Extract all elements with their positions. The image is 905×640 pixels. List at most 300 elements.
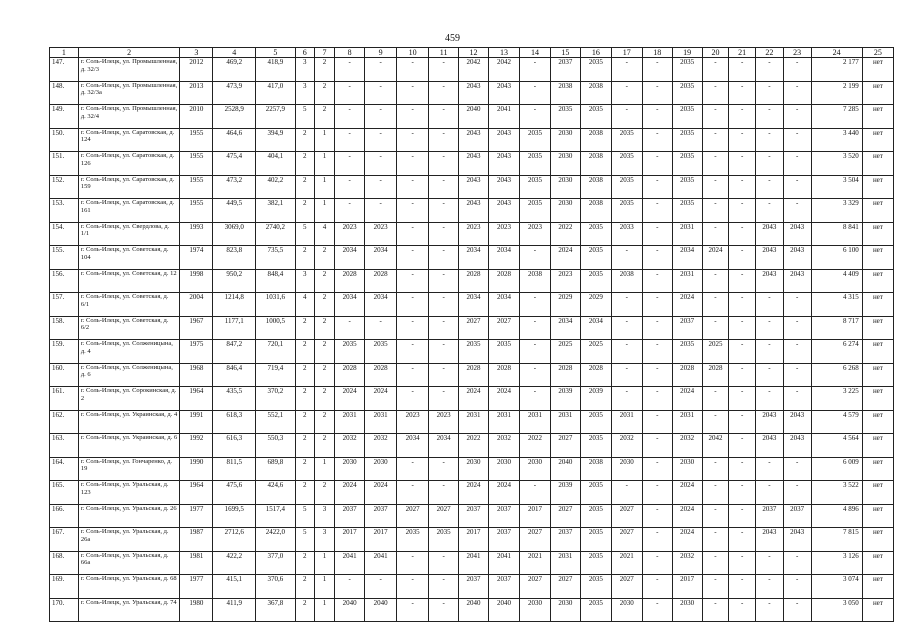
cell-col-19: 2031	[672, 410, 702, 434]
cell-col-21: -	[729, 128, 756, 152]
column-header-17: 17	[611, 48, 642, 58]
cell-col-20: 2042	[702, 434, 729, 458]
cell-col-22: -	[756, 551, 784, 575]
cell-col-16: 2035	[580, 434, 611, 458]
cell-col-12: 2043	[459, 175, 489, 199]
cell-col-15: 2035	[550, 105, 580, 129]
row-number: 170.	[50, 598, 79, 622]
cell-col-6: 2	[295, 316, 314, 340]
cell-col-21: -	[729, 152, 756, 176]
column-header-14: 14	[519, 48, 550, 58]
cell-col-4: 411,9	[213, 598, 256, 622]
cell-col-24: 3 522	[811, 481, 862, 505]
cell-col-23: -	[783, 598, 811, 622]
row-number: 153.	[50, 199, 79, 223]
cell-col-7: 2	[314, 269, 334, 293]
cell-col-13: 2034	[489, 246, 520, 270]
cell-col-23: -	[783, 58, 811, 82]
table-row	[50, 199, 894, 223]
cell-col-8: -	[335, 316, 365, 340]
cell-col-3: 1964	[180, 481, 213, 505]
cell-col-22: 2043	[756, 528, 784, 552]
column-header-21: 21	[729, 48, 756, 58]
cell-col-18: -	[642, 81, 672, 105]
cell-col-23: -	[783, 128, 811, 152]
cell-col-20: -	[702, 293, 729, 317]
table-row	[50, 410, 894, 434]
table-row	[50, 152, 894, 176]
cell-col-25: нет	[862, 152, 893, 176]
cell-col-19: 2035	[672, 58, 702, 82]
cell-col-3: 1974	[180, 246, 213, 270]
cell-col-5: 394,9	[256, 128, 296, 152]
cell-col-23: -	[783, 199, 811, 223]
table-row	[50, 575, 894, 599]
cell-col-3: 2013	[180, 81, 213, 105]
cell-col-20: 2024	[702, 246, 729, 270]
cell-col-17: -	[611, 340, 642, 364]
cell-col-17: 2035	[611, 199, 642, 223]
cell-col-5: 719,4	[256, 363, 296, 387]
cell-col-5: 377,0	[256, 551, 296, 575]
cell-col-11: -	[429, 105, 459, 129]
cell-col-13: 2037	[489, 504, 520, 528]
cell-col-4: 616,3	[213, 434, 256, 458]
cell-col-22: -	[756, 105, 784, 129]
column-header-20: 20	[702, 48, 729, 58]
cell-col-7: 2	[314, 105, 334, 129]
cell-col-20: -	[702, 457, 729, 481]
cell-col-20: -	[702, 199, 729, 223]
table-row	[50, 58, 894, 82]
column-header-16: 16	[580, 48, 611, 58]
row-number: 156.	[50, 269, 79, 293]
column-header-4: 4	[213, 48, 256, 58]
cell-col-16: 2035	[580, 481, 611, 505]
cell-col-20: -	[702, 81, 729, 105]
cell-col-14: 2022	[519, 434, 550, 458]
cell-col-21: -	[729, 575, 756, 599]
cell-col-15: 2023	[550, 269, 580, 293]
cell-col-6: 2	[295, 363, 314, 387]
cell-col-21: -	[729, 222, 756, 246]
cell-col-19: 2031	[672, 269, 702, 293]
cell-col-8: 2032	[335, 434, 365, 458]
housing-table	[49, 47, 894, 622]
cell-col-14: 2027	[519, 528, 550, 552]
cell-col-17: 2027	[611, 504, 642, 528]
cell-col-15: 2038	[550, 81, 580, 105]
cell-col-23: 2043	[783, 246, 811, 270]
cell-col-7: 2	[314, 410, 334, 434]
cell-col-7: 2	[314, 316, 334, 340]
cell-col-15: 2024	[550, 246, 580, 270]
cell-col-25: нет	[862, 222, 893, 246]
cell-col-18: -	[642, 481, 672, 505]
cell-col-20: -	[702, 528, 729, 552]
cell-col-21: -	[729, 481, 756, 505]
cell-col-13: 2043	[489, 152, 520, 176]
cell-col-17: -	[611, 246, 642, 270]
row-number: 148.	[50, 81, 79, 105]
cell-col-23: 2037	[783, 504, 811, 528]
cell-col-19: 2031	[672, 222, 702, 246]
cell-col-6: 2	[295, 340, 314, 364]
cell-col-12: 2030	[459, 457, 489, 481]
cell-col-12: 2040	[459, 105, 489, 129]
cell-col-12: 2027	[459, 316, 489, 340]
cell-col-15: 2029	[550, 293, 580, 317]
cell-col-17: 2027	[611, 528, 642, 552]
cell-col-7: 1	[314, 575, 334, 599]
cell-col-7: 1	[314, 457, 334, 481]
row-number: 167.	[50, 528, 79, 552]
cell-col-16: 2038	[580, 457, 611, 481]
cell-col-23: -	[783, 363, 811, 387]
cell-col-9: 2035	[365, 340, 397, 364]
cell-col-13: 2041	[489, 551, 520, 575]
cell-col-3: 2012	[180, 58, 213, 82]
cell-col-18: -	[642, 575, 672, 599]
cell-col-15: 2030	[550, 175, 580, 199]
cell-col-8: -	[335, 105, 365, 129]
cell-col-15: 2037	[550, 528, 580, 552]
cell-col-19: 2017	[672, 575, 702, 599]
cell-col-24: 4 896	[811, 504, 862, 528]
cell-col-16: 2034	[580, 316, 611, 340]
row-number: 158.	[50, 316, 79, 340]
cell-col-24: 6 100	[811, 246, 862, 270]
cell-col-23: 2043	[783, 528, 811, 552]
cell-col-7: 4	[314, 222, 334, 246]
cell-col-17: 2035	[611, 128, 642, 152]
cell-col-4: 473,2	[213, 175, 256, 199]
cell-col-8: -	[335, 58, 365, 82]
cell-col-12: 2031	[459, 410, 489, 434]
cell-col-17: 2030	[611, 598, 642, 622]
cell-col-21: -	[729, 434, 756, 458]
column-header-19: 19	[672, 48, 702, 58]
cell-col-22: -	[756, 128, 784, 152]
cell-col-10: -	[397, 58, 429, 82]
cell-col-22: -	[756, 152, 784, 176]
cell-col-20: -	[702, 222, 729, 246]
cell-col-24: 8 841	[811, 222, 862, 246]
cell-col-17: 2035	[611, 152, 642, 176]
column-header-1: 1	[50, 48, 79, 58]
cell-col-4: 449,5	[213, 199, 256, 223]
cell-col-19: 2024	[672, 481, 702, 505]
cell-col-9: -	[365, 316, 397, 340]
cell-col-17: 2035	[611, 175, 642, 199]
cell-col-9: -	[365, 81, 397, 105]
cell-col-19: 2037	[672, 316, 702, 340]
cell-col-14: 2035	[519, 175, 550, 199]
cell-col-4: 475,6	[213, 481, 256, 505]
cell-col-19: 2024	[672, 387, 702, 411]
cell-col-23: 2043	[783, 222, 811, 246]
cell-col-19: 2024	[672, 528, 702, 552]
cell-col-19: 2028	[672, 363, 702, 387]
cell-col-4: 475,4	[213, 152, 256, 176]
cell-col-6: 2	[295, 175, 314, 199]
cell-col-13: 2030	[489, 457, 520, 481]
cell-col-11: 2035	[429, 528, 459, 552]
cell-col-24: 2 177	[811, 58, 862, 82]
cell-col-22: 2043	[756, 269, 784, 293]
cell-col-15: 2040	[550, 457, 580, 481]
cell-col-5: 689,8	[256, 457, 296, 481]
cell-col-13: 2023	[489, 222, 520, 246]
cell-col-3: 1993	[180, 222, 213, 246]
column-header-3: 3	[180, 48, 213, 58]
cell-col-9: 2024	[365, 481, 397, 505]
row-number: 162.	[50, 410, 79, 434]
cell-col-10: 2034	[397, 434, 429, 458]
cell-col-23: -	[783, 387, 811, 411]
cell-col-18: -	[642, 410, 672, 434]
cell-col-18: -	[642, 175, 672, 199]
cell-col-17: -	[611, 316, 642, 340]
cell-col-9: -	[365, 175, 397, 199]
cell-col-5: 2422,0	[256, 528, 296, 552]
cell-col-21: -	[729, 199, 756, 223]
cell-col-13: 2024	[489, 481, 520, 505]
cell-col-3: 1977	[180, 504, 213, 528]
cell-col-10: -	[397, 598, 429, 622]
cell-col-15: 2037	[550, 58, 580, 82]
table-row	[50, 293, 894, 317]
cell-col-8: 2034	[335, 293, 365, 317]
cell-col-13: 2032	[489, 434, 520, 458]
address-cell: г. Соль-Илецк, ул. Саратовская, д. 161	[78, 199, 179, 223]
cell-col-21: -	[729, 246, 756, 270]
cell-col-19: 2030	[672, 457, 702, 481]
cell-col-4: 823,8	[213, 246, 256, 270]
cell-col-13: 2027	[489, 316, 520, 340]
cell-col-17: -	[611, 387, 642, 411]
cell-col-23: -	[783, 340, 811, 364]
cell-col-14: 2030	[519, 598, 550, 622]
cell-col-23: -	[783, 551, 811, 575]
cell-col-24: 6 009	[811, 457, 862, 481]
cell-col-9: 2031	[365, 410, 397, 434]
cell-col-16: 2038	[580, 175, 611, 199]
cell-col-4: 1214,8	[213, 293, 256, 317]
cell-col-11: -	[429, 58, 459, 82]
row-number: 147.	[50, 58, 79, 82]
cell-col-6: 3	[295, 269, 314, 293]
table-row	[50, 457, 894, 481]
cell-col-14: -	[519, 481, 550, 505]
column-header-22: 22	[756, 48, 784, 58]
cell-col-25: нет	[862, 481, 893, 505]
cell-col-13: 2028	[489, 269, 520, 293]
cell-col-16: 2035	[580, 269, 611, 293]
cell-col-22: 2043	[756, 410, 784, 434]
cell-col-7: 2	[314, 81, 334, 105]
cell-col-25: нет	[862, 316, 893, 340]
cell-col-10: 2035	[397, 528, 429, 552]
cell-col-25: нет	[862, 199, 893, 223]
cell-col-11: -	[429, 340, 459, 364]
cell-col-18: -	[642, 387, 672, 411]
cell-col-13: 2034	[489, 293, 520, 317]
cell-col-8: 2035	[335, 340, 365, 364]
cell-col-23: -	[783, 81, 811, 105]
cell-col-9: 2032	[365, 434, 397, 458]
cell-col-25: нет	[862, 504, 893, 528]
cell-col-6: 2	[295, 410, 314, 434]
cell-col-9: -	[365, 105, 397, 129]
cell-col-10: -	[397, 387, 429, 411]
cell-col-3: 1987	[180, 528, 213, 552]
cell-col-10: -	[397, 575, 429, 599]
table-row	[50, 598, 894, 622]
cell-col-8: -	[335, 128, 365, 152]
cell-col-5: 1031,6	[256, 293, 296, 317]
cell-col-3: 1992	[180, 434, 213, 458]
cell-col-22: -	[756, 387, 784, 411]
cell-col-21: -	[729, 410, 756, 434]
cell-col-10: -	[397, 457, 429, 481]
cell-col-18: -	[642, 598, 672, 622]
column-header-2: 2	[78, 48, 179, 58]
cell-col-14: -	[519, 246, 550, 270]
cell-col-22: -	[756, 598, 784, 622]
cell-col-14: -	[519, 340, 550, 364]
cell-col-24: 3 074	[811, 575, 862, 599]
cell-col-17: 2030	[611, 457, 642, 481]
cell-col-13: 2043	[489, 81, 520, 105]
cell-col-5: 552,1	[256, 410, 296, 434]
cell-col-24: 2 199	[811, 81, 862, 105]
cell-col-22: -	[756, 481, 784, 505]
row-number: 151.	[50, 152, 79, 176]
cell-col-16: 2035	[580, 58, 611, 82]
table-row	[50, 387, 894, 411]
cell-col-6: 2	[295, 387, 314, 411]
cell-col-14: -	[519, 81, 550, 105]
cell-col-24: 6 268	[811, 363, 862, 387]
cell-col-8: -	[335, 81, 365, 105]
row-number: 155.	[50, 246, 79, 270]
cell-col-9: 2041	[365, 551, 397, 575]
cell-col-24: 4 579	[811, 410, 862, 434]
cell-col-12: 2037	[459, 575, 489, 599]
cell-col-12: 2024	[459, 481, 489, 505]
cell-col-11: -	[429, 316, 459, 340]
cell-col-5: 1517,4	[256, 504, 296, 528]
cell-col-14: -	[519, 387, 550, 411]
cell-col-16: 2035	[580, 551, 611, 575]
cell-col-5: 2257,9	[256, 105, 296, 129]
cell-col-12: 2043	[459, 128, 489, 152]
table-row	[50, 340, 894, 364]
cell-col-6: 5	[295, 504, 314, 528]
cell-col-18: -	[642, 269, 672, 293]
cell-col-18: -	[642, 316, 672, 340]
cell-col-3: 1955	[180, 199, 213, 223]
cell-col-25: нет	[862, 293, 893, 317]
cell-col-24: 7 815	[811, 528, 862, 552]
cell-col-12: 2041	[459, 551, 489, 575]
column-header-15: 15	[550, 48, 580, 58]
address-cell: г. Соль-Илецк, ул. Свердлова, д. 1/1	[78, 222, 179, 246]
cell-col-15: 2030	[550, 128, 580, 152]
cell-col-11: -	[429, 293, 459, 317]
cell-col-8: 2034	[335, 246, 365, 270]
cell-col-21: -	[729, 528, 756, 552]
cell-col-16: 2035	[580, 598, 611, 622]
row-number: 163.	[50, 434, 79, 458]
cell-col-16: 2035	[580, 504, 611, 528]
cell-col-7: 1	[314, 128, 334, 152]
cell-col-25: нет	[862, 128, 893, 152]
cell-col-9: -	[365, 58, 397, 82]
cell-col-10: 2027	[397, 504, 429, 528]
cell-col-25: нет	[862, 528, 893, 552]
cell-col-20: -	[702, 58, 729, 82]
cell-col-11: -	[429, 457, 459, 481]
address-cell: г. Соль-Илецк, ул. Саратовская, д. 124	[78, 128, 179, 152]
cell-col-11: -	[429, 152, 459, 176]
address-cell: г. Соль-Илецк, ул. Солженицына, д. 4	[78, 340, 179, 364]
cell-col-25: нет	[862, 410, 893, 434]
cell-col-24: 4 409	[811, 269, 862, 293]
cell-col-10: -	[397, 340, 429, 364]
cell-col-13: 2035	[489, 340, 520, 364]
table-row	[50, 504, 894, 528]
cell-col-15: 2025	[550, 340, 580, 364]
cell-col-5: 367,8	[256, 598, 296, 622]
header-row	[50, 48, 894, 58]
cell-col-21: -	[729, 58, 756, 82]
cell-col-7: 1	[314, 152, 334, 176]
cell-col-13: 2041	[489, 105, 520, 129]
cell-col-16: 2038	[580, 128, 611, 152]
address-cell: г. Соль-Илецк, ул. Солженицына, д. 6	[78, 363, 179, 387]
cell-col-18: -	[642, 528, 672, 552]
cell-col-23: -	[783, 105, 811, 129]
cell-col-14: 2017	[519, 504, 550, 528]
cell-col-16: 2035	[580, 246, 611, 270]
cell-col-25: нет	[862, 575, 893, 599]
cell-col-18: -	[642, 363, 672, 387]
row-number: 161.	[50, 387, 79, 411]
cell-col-11: -	[429, 598, 459, 622]
table-body	[50, 58, 894, 622]
cell-col-18: -	[642, 246, 672, 270]
cell-col-5: 382,1	[256, 199, 296, 223]
table-row	[50, 105, 894, 129]
cell-col-14: -	[519, 363, 550, 387]
cell-col-25: нет	[862, 340, 893, 364]
cell-col-10: -	[397, 175, 429, 199]
cell-col-14: -	[519, 293, 550, 317]
cell-col-10: -	[397, 246, 429, 270]
cell-col-3: 1981	[180, 551, 213, 575]
address-cell: г. Соль-Илецк, ул. Уральская, д. 66а	[78, 551, 179, 575]
cell-col-4: 847,2	[213, 340, 256, 364]
cell-col-24: 7 285	[811, 105, 862, 129]
cell-col-8: -	[335, 152, 365, 176]
address-cell: г. Соль-Илецк, ул. Уральская, д. 26	[78, 504, 179, 528]
cell-col-4: 2712,6	[213, 528, 256, 552]
cell-col-22: -	[756, 199, 784, 223]
cell-col-25: нет	[862, 457, 893, 481]
cell-col-9: 2028	[365, 363, 397, 387]
